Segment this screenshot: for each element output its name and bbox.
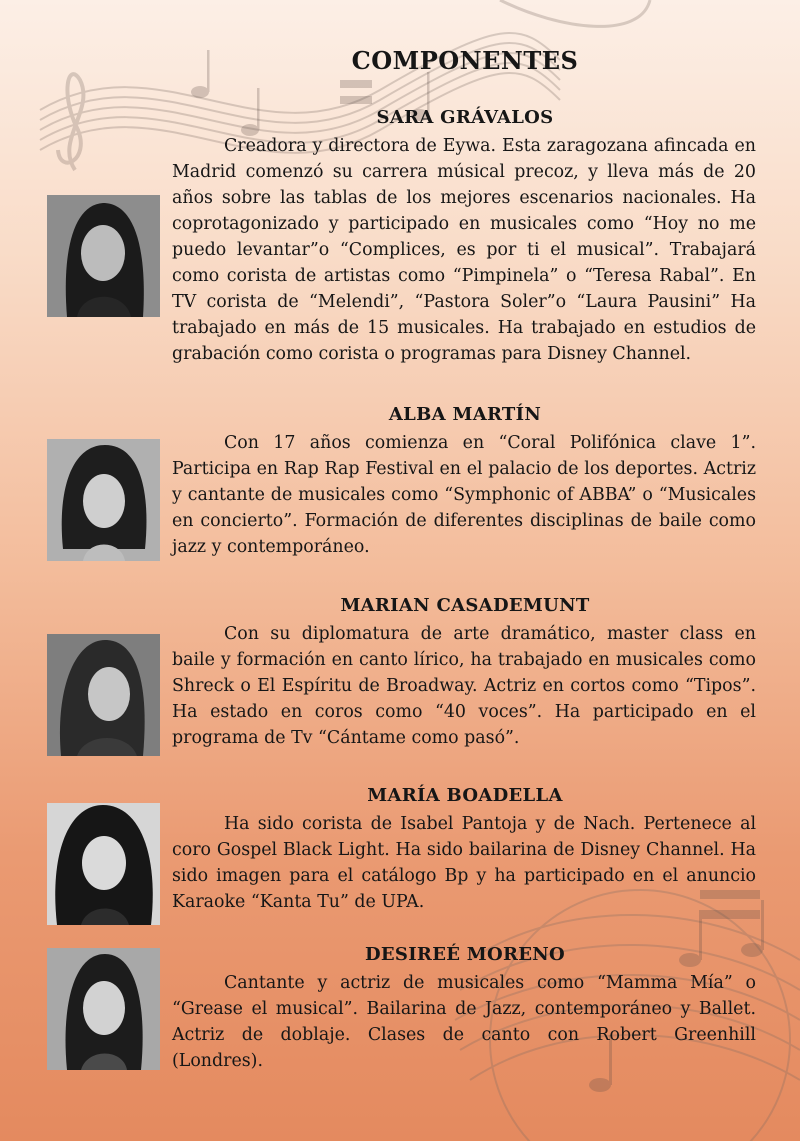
member-bio: Con 17 años comienza en “Coral Polifónica clave 1”. Participa en Rap Rap Festival en el palacio de los deportes. Actriz y cantante de musicales como “Symphonic of ABBA” o “Musicales en concierto”. Formación de diferentes disciplinas de baile como jazz y contemporáneo. xyxy=(172,433,756,557)
portrait-photo-sara-gravalos xyxy=(47,195,160,317)
member-name: DESIREÉ MORENO xyxy=(364,944,566,965)
portrait-photo-maria-boadella xyxy=(47,803,160,925)
member-bio: Creadora y directora de Eywa. Esta zaragozana afincada en Madrid comenzó su carrera músical precoz, y lleva más de 20 años sobre las tablas de los mejores escenarios nacionales. Ha coprotagonizado y participado en musicales como “Hoy no me puedo levantar”o “Complices, es por ti el musical”. Trabajará como corista de artistas como “Pimpinela” o “Teresa Rabal”. En TV corista de “Melendi”, “Pastora Soler”o “Laura Pausini” Ha trabajado en más de 15 musicales. Ha trabajado en estudios de grabación como corista o programas para Disney Channel. xyxy=(172,136,756,364)
member-name: SARA GRÁVALOS xyxy=(376,107,554,128)
member-bio: Con su diplomatura de arte dramático, master class en baile y formación en canto lírico, ha trabajado en musicales como Shreck o El Espíritu de Broadway. Actriz en cortos como “Tipos”. Ha estado en coros como “40 voces”. Ha participado en el programa de Tv “Cántame como pasó”. xyxy=(172,624,756,748)
portrait-photo-desiree-moreno xyxy=(47,948,160,1070)
member-name: MARÍA BOADELLA xyxy=(367,785,563,806)
page-title: COMPONENTES xyxy=(351,46,579,75)
portrait-photo-alba-martin xyxy=(47,439,160,561)
member-bio: Ha sido corista de Isabel Pantoja y de Nach. Pertenece al coro Gospel Black Light. Ha sido bailarina de Disney Channel. Ha sido imagen para el catálogo Bp y ha participado en el anuncio Karaoke “Kanta Tu” de UPA. xyxy=(172,814,756,912)
portrait-photo-marian-casademunt xyxy=(47,634,160,756)
member-name: MARIAN CASADEMUNT xyxy=(340,595,590,616)
member-name: ALBA MARTÍN xyxy=(388,404,542,425)
member-bio: Cantante y actriz de musicales como “Mamma Mía” o “Grease el musical”. Bailarina de Jazz, contemporáneo y Ballet. Actriz de doblaje. Clases de canto con Robert Greenhill (Londres). xyxy=(172,973,756,1071)
